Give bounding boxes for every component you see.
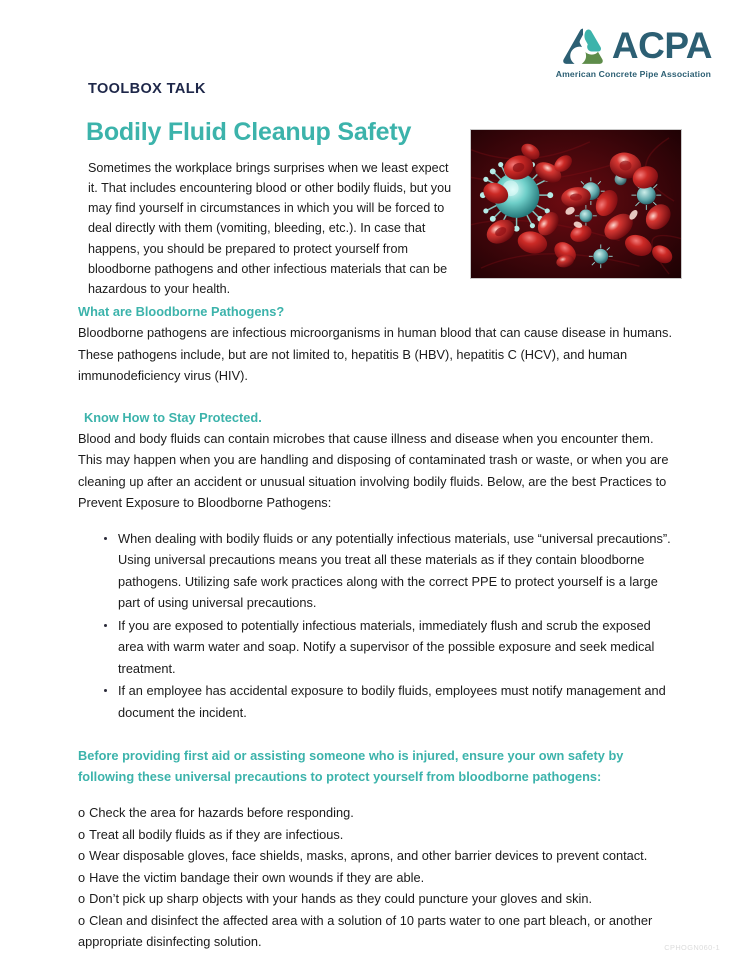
section-heading-stay-protected: Know How to Stay Protected.	[84, 409, 262, 425]
list-item	[78, 867, 678, 889]
section-body-bloodborne-pathogens: Bloodborne pathogens are infectious microorganisms in human blood that can cause disease in humans. These pathogens include, but are not limited to, hepatitis B (HBV), hepatitis C (HCV), and human immunodeficiency virus (HIV).	[78, 325, 672, 383]
list-item	[78, 888, 678, 910]
list-item: If you are exposed to potentially infectious materials, immediately flush and scrub the exposed area with warm water and soap. Notify a supervisor of the possible exposure and seek medical treatment.	[104, 615, 678, 680]
acpa-triangle-droplet-logo-icon	[561, 26, 605, 66]
spacer	[78, 387, 678, 409]
page-title: Bodily Fluid Cleanup Safety	[86, 117, 412, 146]
spacer	[78, 787, 678, 802]
list-item: If an employee has accidental exposure to bodily fluids, employees must notify management and document the incident.	[104, 680, 678, 723]
acpa-logo	[526, 26, 712, 79]
document-body	[78, 303, 678, 953]
document-reference-code: CPHOGN060-1	[664, 943, 720, 952]
eyebrow-label: TOOLBOX TALK	[88, 81, 206, 97]
o-bullet-marker: o	[78, 805, 86, 820]
blood-cells-virus-image	[470, 129, 682, 279]
o-bullet-marker: o	[78, 826, 86, 842]
list-item	[78, 845, 678, 867]
logo-tagline: American Concrete Pipe Association	[555, 69, 711, 79]
spacer	[78, 724, 678, 746]
logo-wordmark: ACPA	[611, 24, 712, 66]
intro-paragraph: Sometimes the workplace brings surprises when we least expect it. That includes encountering blood or other bodily fluids, but you may find yourself in circumstances in which you will be forced to deal directly with them (vomiting, bleeding, etc.). In case that happens, you should be prepared to protect yourself from bloodborne pathogens and other infectious materials that can be hazardous to your health.	[88, 160, 452, 297]
list-item-text: Check the area for hazards before responding.	[89, 805, 354, 820]
o-bullet-marker: o	[78, 912, 86, 928]
list-item-text: Treat all bodily fluids as if they are infectious.	[89, 826, 344, 842]
list-item-text: Don’t pick up sharp objects with your hands as they could puncture your gloves and skin.	[89, 891, 593, 906]
list-item: When dealing with bodily fluids or any potentially infectious materials, use “universal precautions”. Using universal precautions means you treat all these materials as if they contain bloodborne pathogens. Utilizing safe work practices along with the correct PPE to protect yourself is a large part of using universal precautions.	[104, 528, 678, 614]
best-practices-list	[78, 528, 678, 724]
o-bullet-marker: o	[78, 848, 86, 863]
o-bullet-marker: o	[78, 891, 86, 906]
list-item	[78, 910, 678, 953]
list-item-text: Have the victim bandage their own wounds if they are able.	[89, 869, 425, 885]
section-heading-bloodborne-pathogens: What are Bloodborne Pathogens?	[78, 304, 285, 319]
universal-precautions-lead: Before providing first aid or assisting someone who is injured, ensure your own safety by following these universal precautions to protect yourself from bloodborne pathogens:	[78, 748, 624, 784]
list-item	[78, 802, 678, 824]
o-bullet-marker: o	[78, 869, 86, 885]
list-item-text: Clean and disinfect the affected area with a solution of 10 parts water to one part bleach, or another appropriate disinfecting solution.	[78, 912, 653, 949]
universal-precautions-list	[78, 802, 678, 953]
logo-row	[526, 26, 712, 66]
section-body-stay-protected: Blood and body fluids can contain microbes that cause illness and disease when you encounter them. This may happen when you are handling and disposing of contaminated trash or waste, or when you are cleaning up after an accident or unusual situation involving bodily fluids. Below, are the best Practices to Prevent Exposure to Bloodborne Pathogens:	[78, 430, 669, 510]
list-item-text: Wear disposable gloves, face shields, masks, aprons, and other barrier devices to prevent contact.	[89, 848, 648, 863]
list-item	[78, 824, 678, 846]
